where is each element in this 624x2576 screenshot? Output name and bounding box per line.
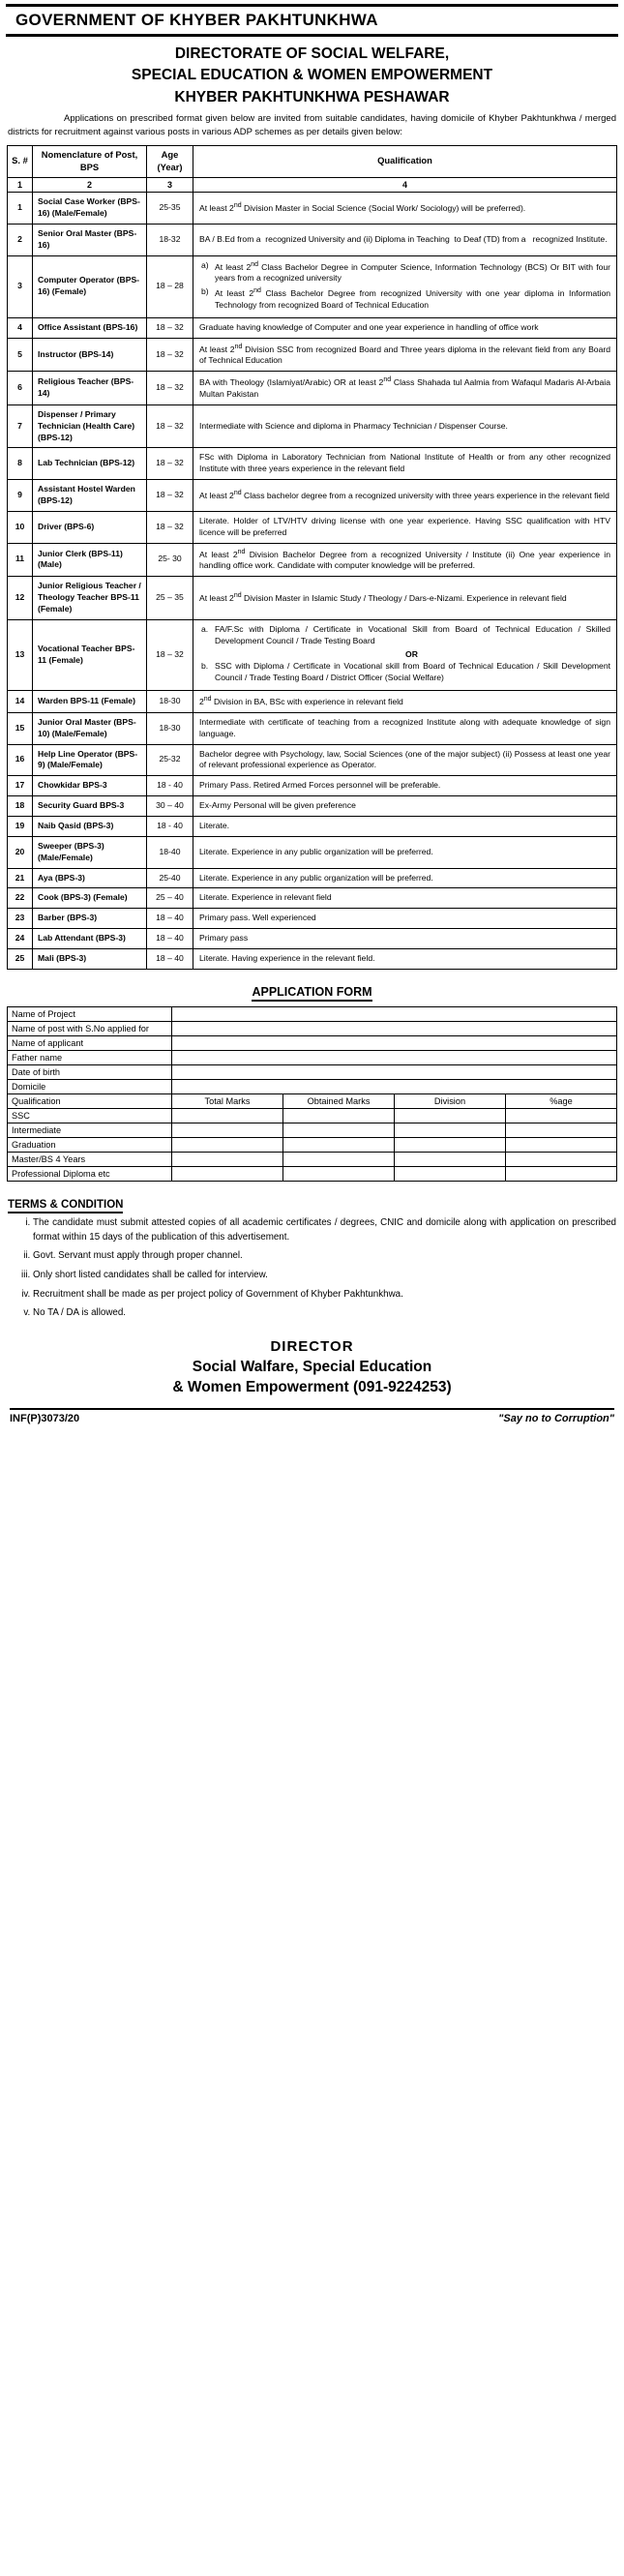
table-row (8, 372, 617, 405)
form-field-input[interactable] (172, 1079, 617, 1093)
cell-post-name: Lab Technician (BPS-12) (33, 448, 147, 480)
cell-post-name: Sweeper (BPS-3) (Male/Female) (33, 836, 147, 868)
cell-serial: 11 (8, 543, 33, 577)
cell-serial: 18 (8, 796, 33, 817)
form-field-input[interactable] (172, 1050, 617, 1064)
cell-age: 18 – 32 (147, 448, 193, 480)
terms-list (8, 1216, 616, 1321)
terms-item: ii. Govt. Servant must apply through proper channel. (33, 1249, 616, 1264)
col-header-sr: S. # (8, 145, 33, 177)
cell-serial: 4 (8, 317, 33, 338)
cell-age: 30 – 40 (147, 796, 193, 817)
footer-director: DIRECTOR (270, 1337, 354, 1355)
posts-table-number-row (8, 177, 617, 192)
form-field-label: Date of birth (8, 1064, 172, 1079)
cell-post-name: Vocational Teacher BPS-11 (Female) (33, 619, 147, 690)
application-form-title: APPLICATION FORM (252, 985, 371, 1002)
table-row (8, 691, 617, 713)
cell-qualification: Intermediate with certificate of teaching from a recognized Institute along with adequate knowledge of sign language. (193, 712, 617, 744)
slogan: "Say no to Corruption" (498, 1412, 614, 1424)
posts-table-head (8, 145, 617, 192)
col-number-4: 4 (193, 177, 617, 192)
form-field-label: Father name (8, 1050, 172, 1064)
grid-cell-input[interactable] (283, 1152, 395, 1166)
cell-age: 18 – 40 (147, 929, 193, 949)
cell-serial: 21 (8, 868, 33, 888)
cell-age: 18 – 28 (147, 255, 193, 317)
cell-age: 18 – 32 (147, 372, 193, 405)
intro-paragraph (8, 112, 616, 139)
cell-qualification: At least 2nd Division SSC from recognized Board and Three years diploma in the relevant field from any Board of Technical Education (193, 338, 617, 372)
cell-qualification: FSc with Diploma in Laboratory Technician from National Institute of Health or from any other recognized Institute with three years experience in the relevant field (193, 448, 617, 480)
cell-qualification: Primary Pass. Retired Armed Forces personnel will be preferable. (193, 776, 617, 796)
cell-post-name: Assistant Hostel Warden (BPS-12) (33, 480, 147, 512)
footer-office-line-2: & Women Empowerment (091-9224253) (172, 1378, 452, 1395)
table-row (8, 577, 617, 620)
application-form-row (8, 1035, 617, 1050)
table-row (8, 816, 617, 836)
cell-serial: 5 (8, 338, 33, 372)
cell-qualification: At least 2nd Class bachelor degree from a recognized university with three years experience in the relevant field (193, 480, 617, 512)
cell-serial: 19 (8, 816, 33, 836)
table-row (8, 796, 617, 817)
cell-serial: 3 (8, 255, 33, 317)
title-line-1: DIRECTORATE OF SOCIAL WELFARE, (174, 45, 450, 62)
qualification-option: b. SSC with Diploma / Certificate in Vocational skill from Board of Technical Education / Skill Development Council / Trade Testing Board / District Officer (Social Welfare) (201, 661, 610, 683)
qualification-options (199, 260, 610, 312)
grid-cell-input[interactable] (506, 1137, 617, 1152)
grid-row-label: SSC (8, 1108, 172, 1123)
table-row (8, 511, 617, 543)
table-row (8, 909, 617, 929)
cell-serial: 9 (8, 480, 33, 512)
cell-serial: 24 (8, 929, 33, 949)
cell-serial: 7 (8, 404, 33, 448)
page-title (8, 44, 616, 108)
application-form-row (8, 1021, 617, 1035)
grid-cell-input[interactable] (506, 1108, 617, 1123)
cell-age: 25-40 (147, 868, 193, 888)
qualification-grid-row (8, 1108, 617, 1123)
grid-cell-input[interactable] (395, 1108, 506, 1123)
cell-serial: 6 (8, 372, 33, 405)
advertisement-page (0, 4, 624, 2576)
cell-post-name: Junior Clerk (BPS-11) (Male) (33, 543, 147, 577)
application-form-row (8, 1006, 617, 1021)
col-header-qualification: Qualification (193, 145, 617, 177)
cell-post-name: Lab Attendant (BPS-3) (33, 929, 147, 949)
table-row (8, 225, 617, 256)
cell-age: 18 – 32 (147, 480, 193, 512)
cell-qualification: 2nd Division in BA, BSc with experience in relevant field (193, 691, 617, 713)
qualification-options (199, 624, 610, 684)
grid-header-percentage: %age (506, 1093, 617, 1108)
cell-post-name: Warden BPS-11 (Female) (33, 691, 147, 713)
reference-number: INF(P)3073/20 (10, 1412, 80, 1424)
grid-header-obtained-marks: Obtained Marks (283, 1093, 395, 1108)
grid-row-label: Professional Diploma etc (8, 1166, 172, 1181)
cell-qualification: Literate. Experience in any public organization will be preferred. (193, 868, 617, 888)
table-row (8, 836, 617, 868)
footer-office-line-1: Social Walfare, Special Education (192, 1358, 432, 1375)
form-field-label: Name of Project (8, 1006, 172, 1021)
cell-age: 18-40 (147, 836, 193, 868)
application-form-heading (0, 983, 624, 1001)
cell-serial: 20 (8, 836, 33, 868)
cell-age: 25- 30 (147, 543, 193, 577)
table-row (8, 948, 617, 969)
cell-post-name: Office Assistant (BPS-16) (33, 317, 147, 338)
table-row (8, 338, 617, 372)
cell-post-name: Aya (BPS-3) (33, 868, 147, 888)
application-form-row (8, 1079, 617, 1093)
terms-item: i. The candidate must submit attested copies of all academic certificates / degrees, CNIC and domicile along with application on prescribed format within 15 days of the publication of this advertisement. (33, 1216, 616, 1244)
grid-row-label: Master/BS 4 Years (8, 1152, 172, 1166)
cell-age: 18-30 (147, 712, 193, 744)
title-line-3: KHYBER PAKHTUNKHWA PESHAWAR (174, 88, 450, 105)
terms-item: iv. Recruitment shall be made as per project policy of Government of Khyber Pakhtunkhwa. (33, 1288, 616, 1303)
government-banner: GOVERNMENT OF KHYBER PAKHTUNKHWA (6, 4, 618, 37)
application-form-row (8, 1064, 617, 1079)
table-row (8, 480, 617, 512)
qualification-grid-header-row (8, 1093, 617, 1108)
form-field-input[interactable] (172, 1021, 617, 1035)
table-row (8, 712, 617, 744)
grid-cell-input[interactable] (506, 1123, 617, 1137)
cell-qualification: At least 2nd Division Bachelor Degree from a recognized University / Institute (ii) One year experience in handling office work. Candidate with computer knowledge will be preferred. (193, 543, 617, 577)
col-number-2: 2 (33, 177, 147, 192)
intro-text: Applications on prescribed format given below are invited from suitable candidates, having domicile of Khyber Pakhtunkhwa / merged districts for recruitment against various posts in various ADP schemes as per details given below: (8, 113, 616, 138)
cell-age: 18 - 40 (147, 816, 193, 836)
grid-cell-input[interactable] (283, 1108, 395, 1123)
cell-serial: 8 (8, 448, 33, 480)
cell-post-name: Mali (BPS-3) (33, 948, 147, 969)
cell-qualification: Bachelor degree with Psychology, law, Social Sciences (one of the major subject) (ii) Possess at least one year of relevant professional experience as Operator. (193, 744, 617, 776)
cell-qualification: BA with Theology (Islamiyat/Arabic) OR at least 2nd Class Shahada tul Aalmia from Wafaqul Madaris Al-Arbaia Multan Pakistan (193, 372, 617, 405)
cell-post-name: Computer Operator (BPS-16) (Female) (33, 255, 147, 317)
cell-serial: 2 (8, 225, 33, 256)
table-row (8, 776, 617, 796)
cell-qualification: BA / B.Ed from a recognized University and (ii) Diploma in Teaching to Deaf (TD) from a recognized Institute. (193, 225, 617, 256)
table-row (8, 317, 617, 338)
grid-header-qualification: Qualification (8, 1093, 172, 1108)
cell-post-name: Junior Religious Teacher / Theology Teacher BPS-11 (Female) (33, 577, 147, 620)
qualification-option: a) At least 2nd Class Bachelor Degree in Computer Science, Information Technology (BCS) Or BIT with four years from a recognized university (201, 259, 611, 284)
grid-cell-input[interactable] (395, 1137, 506, 1152)
cell-serial: 22 (8, 888, 33, 909)
cell-qualification: Literate. Experience in any public organization will be preferred. (193, 836, 617, 868)
grid-header-total-marks: Total Marks (172, 1093, 283, 1108)
grid-cell-input[interactable] (395, 1152, 506, 1166)
posts-table (7, 145, 617, 970)
cell-serial: 13 (8, 619, 33, 690)
cell-qualification: At least 2nd Division Master in Islamic Study / Theology / Dars-e-Nizami. Experience in relevant field (193, 577, 617, 620)
cell-serial: 15 (8, 712, 33, 744)
grid-header-division: Division (395, 1093, 506, 1108)
grid-cell-input[interactable] (172, 1152, 283, 1166)
table-row (8, 744, 617, 776)
footer-block (0, 1338, 624, 1398)
qualification-grid-row (8, 1123, 617, 1137)
cell-post-name: Barber (BPS-3) (33, 909, 147, 929)
cell-qualification: At least 2nd Division Master in Social Science (Social Work/ Sociology) will be preferred). (193, 193, 617, 225)
table-row (8, 404, 617, 448)
cell-age: 25-32 (147, 744, 193, 776)
col-header-post: Nomenclature of Post, BPS (33, 145, 147, 177)
cell-age: 18 - 40 (147, 776, 193, 796)
cell-qualification: Primary pass. Well experienced (193, 909, 617, 929)
title-line-2: SPECIAL EDUCATION & WOMEN EMPOWERMENT (131, 67, 493, 84)
cell-age: 18 – 40 (147, 909, 193, 929)
cell-post-name: Junior Oral Master (BPS-10) (Male/Female) (33, 712, 147, 744)
cell-serial: 1 (8, 193, 33, 225)
cell-age: 25 – 40 (147, 888, 193, 909)
form-field-label: Name of applicant (8, 1035, 172, 1050)
grid-cell-input[interactable] (283, 1166, 395, 1181)
cell-serial: 16 (8, 744, 33, 776)
cell-age: 25-35 (147, 193, 193, 225)
cell-serial: 14 (8, 691, 33, 713)
table-row (8, 543, 617, 577)
qualification-grid-row (8, 1152, 617, 1166)
grid-cell-input[interactable] (172, 1123, 283, 1137)
cell-age: 18 – 32 (147, 619, 193, 690)
cell-post-name: Dispenser / Primary Technician (Health Care) (BPS-12) (33, 404, 147, 448)
cell-serial: 10 (8, 511, 33, 543)
table-row (8, 193, 617, 225)
cell-qualification: Literate. Holder of LTV/HTV driving license with one year experience. Having SSC qualification with HTV licence will be preferred (193, 511, 617, 543)
form-field-input[interactable] (172, 1035, 617, 1050)
footer-bottom-bar (10, 1408, 614, 1424)
application-form-row (8, 1050, 617, 1064)
cell-age: 25 – 35 (147, 577, 193, 620)
cell-qualification: Ex-Army Personal will be given preference (193, 796, 617, 817)
table-row (8, 929, 617, 949)
cell-age: 18 – 32 (147, 338, 193, 372)
cell-post-name: Senior Oral Master (BPS-16) (33, 225, 147, 256)
cell-age: 18 – 32 (147, 317, 193, 338)
cell-age: 18 – 32 (147, 511, 193, 543)
cell-age: 18 – 32 (147, 404, 193, 448)
form-field-input[interactable] (172, 1006, 617, 1021)
terms-heading (8, 1195, 624, 1213)
qualification-grid-row (8, 1166, 617, 1181)
cell-qualification: Intermediate with Science and diploma in Pharmacy Technician / Dispenser Course. (193, 404, 617, 448)
table-row (8, 619, 617, 690)
cell-qualification (193, 255, 617, 317)
cell-post-name: Instructor (BPS-14) (33, 338, 147, 372)
grid-cell-input[interactable] (506, 1166, 617, 1181)
form-field-label: Domicile (8, 1079, 172, 1093)
qualification-or-separator: OR (405, 648, 418, 659)
col-number-3: 3 (147, 177, 193, 192)
cell-post-name: Cook (BPS-3) (Female) (33, 888, 147, 909)
cell-qualification: Literate. Experience in relevant field (193, 888, 617, 909)
cell-post-name: Driver (BPS-6) (33, 511, 147, 543)
grid-cell-input[interactable] (395, 1123, 506, 1137)
grid-row-label: Graduation (8, 1137, 172, 1152)
table-row (8, 255, 617, 317)
cell-serial: 17 (8, 776, 33, 796)
terms-title: TERMS & CONDITION (8, 1199, 123, 1213)
grid-cell-input[interactable] (172, 1166, 283, 1181)
application-form-table (7, 1006, 617, 1182)
application-form-body (8, 1006, 617, 1181)
cell-age: 18-30 (147, 691, 193, 713)
table-row (8, 448, 617, 480)
cell-qualification (193, 619, 617, 690)
terms-item: iii. Only short listed candidates shall be called for interview. (33, 1269, 616, 1283)
grid-row-label: Intermediate (8, 1123, 172, 1137)
col-number-1: 1 (8, 177, 33, 192)
grid-cell-input[interactable] (395, 1166, 506, 1181)
table-row (8, 888, 617, 909)
terms-item: v. No TA / DA is allowed. (33, 1306, 616, 1321)
cell-qualification: Literate. (193, 816, 617, 836)
table-row (8, 868, 617, 888)
footer-office (0, 1358, 624, 1398)
cell-post-name: Security Guard BPS-3 (33, 796, 147, 817)
qualification-grid-row (8, 1137, 617, 1152)
qualification-option: a. FA/F.Sc with Diploma / Certificate in Vocational Skill from Board of Technical Education / Skilled Development Council / Trade Testing Board (201, 623, 610, 645)
cell-qualification: Graduate having knowledge of Computer and one year experience in handling of office work (193, 317, 617, 338)
posts-table-header-row (8, 145, 617, 177)
grid-cell-input[interactable] (172, 1137, 283, 1152)
grid-cell-input[interactable] (172, 1108, 283, 1123)
cell-post-name: Social Case Worker (BPS-16) (Male/Female) (33, 193, 147, 225)
cell-post-name: Religious Teacher (BPS-14) (33, 372, 147, 405)
cell-post-name: Naib Qasid (BPS-3) (33, 816, 147, 836)
cell-serial: 25 (8, 948, 33, 969)
grid-cell-input[interactable] (283, 1123, 395, 1137)
cell-post-name: Chowkidar BPS-3 (33, 776, 147, 796)
form-field-label: Name of post with S.No applied for (8, 1021, 172, 1035)
cell-qualification: Literate. Having experience in the relevant field. (193, 948, 617, 969)
cell-post-name: Help Line Operator (BPS-9) (Male/Female) (33, 744, 147, 776)
cell-qualification: Primary pass (193, 929, 617, 949)
cell-serial: 12 (8, 577, 33, 620)
cell-serial: 23 (8, 909, 33, 929)
qualification-option: b) At least 2nd Class Bachelor Degree from recognized University with one year diploma in Information Technology from recognized Board of Technical Education (201, 286, 610, 311)
posts-table-body (8, 193, 617, 970)
form-field-input[interactable] (172, 1064, 617, 1079)
grid-cell-input[interactable] (506, 1152, 617, 1166)
cell-age: 18 – 40 (147, 948, 193, 969)
col-header-age: Age (Year) (147, 145, 193, 177)
grid-cell-input[interactable] (283, 1137, 395, 1152)
cell-age: 18-32 (147, 225, 193, 256)
